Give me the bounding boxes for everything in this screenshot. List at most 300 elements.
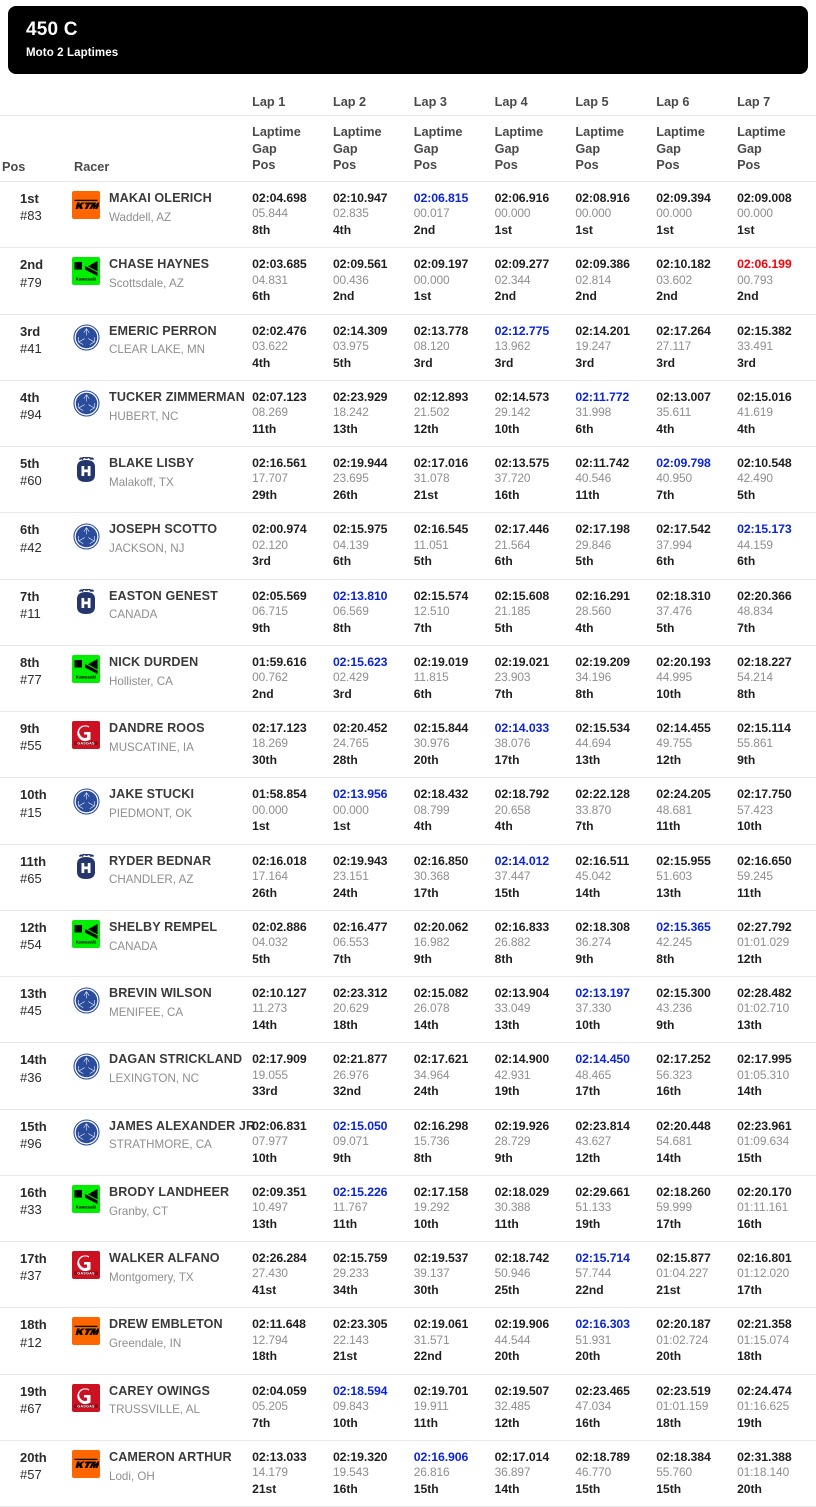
- lap-gap: 59.999: [656, 1200, 693, 1215]
- lap-cell-1: [250, 248, 331, 314]
- lap-cell-2: [331, 778, 412, 844]
- racer-cell[interactable]: [72, 645, 250, 711]
- lap-gap: 01:11.161: [737, 1200, 789, 1215]
- lap-gap: 16.982: [413, 935, 450, 950]
- rider-number: #42: [20, 539, 42, 555]
- lap-gap: 30.976: [413, 736, 450, 751]
- lap-time: 02:23.519: [656, 1383, 711, 1398]
- lap-gap: 00.000: [332, 802, 369, 817]
- racer-hometown: LEXINGTON, NC: [109, 1072, 200, 1086]
- lap-gap: 12.510: [413, 603, 450, 618]
- racer-name: EMERIC PERRON: [109, 323, 217, 338]
- racer-cell[interactable]: [72, 910, 250, 976]
- table-body: [0, 182, 816, 1507]
- lap-gap: 35.611: [656, 405, 692, 420]
- rider-number: #45: [20, 1003, 42, 1019]
- lap-gap: 55.861: [737, 736, 773, 751]
- lap-gap: 40.950: [656, 471, 693, 486]
- lap-gap: 01:18.140: [737, 1465, 790, 1480]
- lap-position: 24th: [332, 885, 358, 900]
- lap-position: 3rd: [413, 355, 433, 370]
- subheader-laptime: Laptime: [575, 124, 625, 139]
- lap-position: 21st: [413, 488, 438, 503]
- lap-position: 5th: [494, 620, 513, 635]
- lap-gap: 26.882: [494, 935, 531, 950]
- lap-cell-4: [493, 182, 574, 248]
- lap-gap: 01:04.227: [656, 1266, 709, 1281]
- table-row[interactable]: [0, 314, 816, 380]
- lap-position: 8th: [737, 686, 756, 701]
- position-cell: [0, 579, 72, 645]
- lap-gap: 34.964: [413, 1067, 450, 1082]
- lap-time: 02:14.309: [332, 323, 388, 338]
- lap-cell-5: [573, 1175, 654, 1241]
- racer-cell[interactable]: [72, 182, 250, 248]
- lap-cell-5: [573, 844, 654, 910]
- lap-position: 1st: [413, 289, 432, 304]
- lap-cell-2: [331, 380, 412, 446]
- lap-cell-7: [735, 248, 816, 314]
- lap-position: 34th: [332, 1283, 358, 1298]
- position-cell: [0, 977, 72, 1043]
- yamaha-logo-icon: [72, 986, 100, 1014]
- lap-time: 02:03.685: [252, 257, 307, 272]
- table-row[interactable]: [0, 380, 816, 446]
- lap-position: 19th: [494, 1084, 520, 1099]
- finish-position: 15th: [20, 1118, 47, 1134]
- racer-name: DAGAN STRICKLAND: [109, 1052, 243, 1067]
- subheader-pos: Pos: [575, 158, 599, 173]
- event-class-title: 450 C: [26, 19, 78, 40]
- lap-time: 02:19.021: [494, 654, 550, 669]
- lap-cell-7: [735, 1242, 816, 1308]
- lap-number-header-row: [0, 81, 816, 115]
- lap-gap: 09.843: [332, 1398, 369, 1413]
- lap-position: 10th: [332, 1415, 358, 1430]
- table-row[interactable]: [0, 1374, 816, 1440]
- racer-hometown: TRUSSVILLE, AL: [109, 1403, 200, 1417]
- lap-gap: 27.430: [252, 1266, 288, 1281]
- lap-cell-4: [493, 712, 574, 778]
- position-cell: [0, 712, 72, 778]
- lap-position: 8th: [656, 951, 675, 966]
- lap-position: 8th: [332, 620, 352, 635]
- racer-hometown: HUBERT, NC: [109, 409, 179, 423]
- table-row[interactable]: [0, 579, 816, 645]
- lap-position: 15th: [413, 1481, 439, 1496]
- racer-name: RYDER BEDNAR: [109, 853, 212, 868]
- yamaha-logo-icon: [72, 787, 100, 815]
- lap-time: 02:17.542: [656, 522, 711, 537]
- lap-gap: 31.998: [575, 405, 612, 420]
- table-row[interactable]: [0, 1242, 816, 1308]
- lap-cell-5: [573, 910, 654, 976]
- lap-gap: 23.151: [332, 868, 369, 883]
- position-cell: [0, 1242, 72, 1308]
- racer-cell[interactable]: [72, 1109, 256, 1175]
- lap-time: 02:20.062: [413, 919, 469, 934]
- racer-name: TUCKER ZIMMERMAN: [109, 389, 245, 404]
- lap-cell-1: [250, 1242, 331, 1308]
- racer-cell[interactable]: [72, 380, 250, 446]
- lap-cell-2: [331, 314, 412, 380]
- racer-hometown: Waddell, AZ: [109, 210, 172, 224]
- table-row[interactable]: [0, 645, 816, 711]
- racer-hometown: CLEAR LAKE, MN: [109, 343, 206, 357]
- racer-cell[interactable]: [72, 248, 250, 314]
- lap-position: 12th: [656, 753, 682, 768]
- lap-cell-2: [331, 579, 412, 645]
- lap-time: 02:13.956: [332, 787, 388, 802]
- subheader-gap: Gap: [575, 141, 601, 156]
- lap-time: 02:15.382: [737, 323, 792, 338]
- lap-gap: 50.946: [494, 1266, 531, 1281]
- lap-position: 22nd: [413, 1349, 442, 1364]
- lap-position: 4th: [656, 421, 675, 436]
- table-row[interactable]: [0, 1175, 816, 1241]
- lap-cell-1: [250, 182, 331, 248]
- lap-cell-1: [250, 712, 331, 778]
- lap-time: 02:07.123: [252, 389, 307, 404]
- lap-gap: 18.269: [252, 736, 288, 751]
- lap-cell-6: [654, 1374, 735, 1440]
- lap-position: 8th: [252, 223, 271, 238]
- lap-position: 9th: [332, 1150, 352, 1165]
- lap-cell-4: [493, 447, 574, 513]
- table-row[interactable]: [0, 1109, 816, 1175]
- lap-time: 02:10.182: [656, 257, 711, 272]
- racer-cell[interactable]: [72, 778, 250, 844]
- lap-position: 1st: [332, 819, 351, 834]
- lap-gap: 01:05.310: [737, 1067, 790, 1082]
- table-row[interactable]: [0, 447, 816, 513]
- lap-gap: 46.770: [575, 1465, 612, 1480]
- lap-position: 14th: [737, 1084, 762, 1099]
- lap-cell-3: [412, 712, 493, 778]
- lap-cell-1: [250, 447, 331, 513]
- racer-cell[interactable]: [72, 513, 250, 579]
- lap-position: 17th: [656, 1216, 682, 1231]
- racer-cell[interactable]: [72, 1308, 250, 1374]
- lap-position: 5th: [413, 554, 432, 569]
- lap-cell-5: [573, 513, 654, 579]
- lap-position: 12th: [737, 951, 762, 966]
- lap-time: 02:11.648: [252, 1317, 306, 1332]
- racer-name: JAMES ALEXANDER JR: [109, 1118, 256, 1133]
- lap-position: 2nd: [252, 686, 274, 701]
- lap-position: 16th: [656, 1084, 682, 1099]
- lap-time: 02:17.158: [413, 1184, 469, 1199]
- position-cell: [0, 910, 72, 976]
- lap-position: 7th: [494, 686, 513, 701]
- lap-time: 02:15.365: [656, 919, 711, 934]
- lap-gap: 01:09.634: [737, 1133, 790, 1148]
- lap-cell-7: [735, 712, 816, 778]
- table-row[interactable]: [0, 182, 816, 248]
- subheader-gap: Gap: [656, 141, 681, 156]
- lap-cell-3: [412, 513, 493, 579]
- lap-cell-2: [331, 447, 412, 513]
- lap-position: 18th: [737, 1349, 762, 1364]
- lap-position: 10th: [737, 819, 762, 834]
- lap-gap: 21.502: [413, 405, 450, 420]
- lap-gap: 26.816: [413, 1465, 450, 1480]
- lap-position: 3rd: [252, 554, 271, 569]
- racer-cell[interactable]: [72, 447, 250, 513]
- lap-gap: 37.476: [656, 603, 693, 618]
- lap-gap: 11.273: [252, 1001, 287, 1016]
- lap-cell-2: [331, 182, 412, 248]
- event-banner: [8, 6, 808, 74]
- lap-gap: 44.995: [656, 670, 693, 685]
- racer-cell[interactable]: [72, 1043, 250, 1109]
- racer-cell[interactable]: [72, 712, 250, 778]
- racer-column-header: Racer: [72, 115, 250, 181]
- lap-cell-1: [250, 977, 331, 1043]
- table-row[interactable]: [0, 712, 816, 778]
- lap-cell-1: [250, 1374, 331, 1440]
- racer-cell[interactable]: [72, 1175, 250, 1241]
- lap-time: 02:17.446: [494, 522, 550, 537]
- lap-cell-5: [573, 1043, 654, 1109]
- subheader-pos: Pos: [494, 158, 518, 173]
- lap-position: 4th: [575, 620, 594, 635]
- lap-position: 2nd: [332, 289, 355, 304]
- lap-time: 02:14.033: [494, 721, 550, 736]
- lap-cell-6: [654, 314, 735, 380]
- subheader-gap: Gap: [332, 141, 358, 156]
- lap-time: 02:15.608: [494, 588, 550, 603]
- table-row[interactable]: [0, 1308, 816, 1374]
- lap-position: 11th: [656, 819, 681, 834]
- lap-header-4: Lap 4: [494, 94, 528, 109]
- lap-cell-4: [493, 1242, 574, 1308]
- lap-gap: 38.076: [494, 736, 531, 751]
- table-row[interactable]: [0, 778, 816, 844]
- lap-time: 02:14.450: [575, 1052, 630, 1067]
- position-cell: [0, 844, 72, 910]
- lap-time: 02:28.482: [737, 986, 792, 1001]
- lap-cell-2: [331, 1175, 412, 1241]
- lap-position: 8th: [575, 686, 594, 701]
- lap-time: 02:16.650: [737, 853, 792, 868]
- lap-time: 02:18.260: [656, 1184, 711, 1199]
- lap-cell-5: [573, 645, 654, 711]
- lap-cell-6: [654, 910, 735, 976]
- lap-position: 11th: [252, 421, 277, 436]
- position-cell: [0, 1175, 72, 1241]
- lap-gap: 00.000: [252, 802, 288, 817]
- lap-cell-1: [250, 1043, 331, 1109]
- lap-position: 41st: [252, 1283, 277, 1298]
- lap-cell-5: [573, 248, 654, 314]
- lap-position: 21st: [332, 1349, 358, 1364]
- table-row[interactable]: [0, 977, 816, 1043]
- lap-position: 25th: [494, 1283, 520, 1298]
- lap-time: 02:15.623: [332, 654, 388, 669]
- position-cell: [0, 1043, 72, 1109]
- lap-time: 02:10.127: [252, 986, 307, 1001]
- lap-position: 7th: [252, 1415, 271, 1430]
- lap-position: 11th: [332, 1216, 358, 1231]
- lap-gap: 11.051: [413, 537, 449, 552]
- table-row[interactable]: [0, 1440, 816, 1506]
- lap-gap: 29.233: [332, 1266, 369, 1281]
- lap-gap: 00.000: [575, 206, 612, 221]
- lap-gap: 43.236: [656, 1001, 693, 1016]
- position-cell: [0, 1308, 72, 1374]
- position-cell: [0, 248, 72, 314]
- racer-hometown: CANADA: [109, 608, 158, 622]
- kawasaki-logo-icon: [72, 655, 100, 683]
- lap-position: 14th: [413, 1018, 439, 1033]
- lap-gap: 02.344: [494, 272, 531, 287]
- yamaha-logo-icon: [72, 390, 100, 418]
- lap-time: 02:15.955: [656, 853, 711, 868]
- rider-number: #33: [20, 1202, 42, 1218]
- lap-position: 7th: [332, 951, 352, 966]
- lap-cell-1: [250, 645, 331, 711]
- lap-time: 02:17.252: [656, 1052, 711, 1067]
- rider-number: #67: [20, 1400, 42, 1416]
- lap-time: 02:19.926: [494, 1118, 550, 1133]
- lap-time: 02:13.778: [413, 323, 469, 338]
- lap-subheader-5: [573, 115, 654, 181]
- racer-cell[interactable]: [72, 579, 250, 645]
- lap-time: 02:23.465: [575, 1383, 630, 1398]
- kawasaki-logo-icon: [72, 920, 100, 948]
- racer-hometown: PIEDMONT, OK: [109, 807, 193, 821]
- lap-cell-6: [654, 778, 735, 844]
- table-row[interactable]: [0, 844, 816, 910]
- lap-position: 14th: [656, 1150, 682, 1165]
- finish-position: 19th: [20, 1383, 47, 1399]
- lap-cell-7: [735, 778, 816, 844]
- racer-name: DREW EMBLETON: [109, 1317, 223, 1332]
- lap-time: 02:24.474: [737, 1383, 792, 1398]
- lap-position: 3rd: [575, 355, 595, 370]
- racer-cell[interactable]: [72, 1440, 250, 1506]
- table-row[interactable]: [0, 910, 816, 976]
- rider-number: #15: [20, 804, 42, 820]
- lap-position: 20th: [413, 753, 439, 768]
- racer-hometown: STRATHMORE, CA: [109, 1138, 212, 1152]
- lap-position: 10th: [575, 1018, 601, 1033]
- lap-position: 2nd: [413, 223, 436, 238]
- lap-time: 02:16.850: [413, 853, 469, 868]
- lap-time: 02:16.018: [252, 853, 307, 868]
- lap-gap: 01:01.159: [656, 1398, 709, 1413]
- subheader-gap: Gap: [494, 141, 520, 156]
- gasgas-logo-icon: [72, 721, 100, 749]
- table-row[interactable]: [0, 1043, 816, 1109]
- rider-number: #36: [20, 1069, 42, 1085]
- rider-number: #55: [20, 738, 42, 754]
- lap-position: 28th: [332, 753, 358, 768]
- lap-gap: 01:12.020: [737, 1266, 790, 1281]
- racer-name: EASTON GENEST: [109, 588, 218, 603]
- lap-gap: 09.071: [332, 1133, 369, 1148]
- lap-gap: 42.931: [494, 1067, 531, 1082]
- racer-cell[interactable]: [72, 977, 250, 1043]
- racer-cell[interactable]: [72, 314, 250, 380]
- lap-position: 13th: [494, 1018, 520, 1033]
- racer-cell[interactable]: [72, 1242, 250, 1308]
- table-row[interactable]: [0, 248, 816, 314]
- lap-gap: 44.159: [737, 537, 773, 552]
- lap-time: 02:19.320: [332, 1449, 388, 1464]
- lap-gap: 36.897: [494, 1465, 531, 1480]
- lap-subheader-7: [735, 115, 816, 181]
- lap-cell-5: [573, 182, 654, 248]
- lap-time: 02:10.548: [737, 456, 792, 471]
- rider-number: #79: [20, 274, 42, 290]
- subheader-laptime: Laptime: [737, 124, 786, 139]
- lap-gap: 49.755: [656, 736, 693, 751]
- finish-position: 9th: [20, 721, 40, 737]
- lap-cell-7: [735, 314, 816, 380]
- racer-name: CHASE HAYNES: [109, 257, 210, 272]
- lap-position: 8th: [413, 1150, 432, 1165]
- subheader-pos: Pos: [656, 158, 680, 173]
- lap-cell-1: [250, 910, 331, 976]
- lap-cell-7: [735, 844, 816, 910]
- lap-position: 15th: [575, 1481, 601, 1496]
- lap-position: 7th: [413, 620, 432, 635]
- lap-gap: 28.560: [575, 603, 612, 618]
- yamaha-logo-icon: [72, 324, 100, 352]
- lap-time: 02:15.574: [413, 588, 469, 603]
- yamaha-logo-icon: [72, 1119, 100, 1147]
- lap-time: 02:15.759: [332, 1251, 388, 1266]
- lap-gap: 33.491: [737, 338, 773, 353]
- lap-position: 13th: [656, 885, 682, 900]
- lap-position: 12th: [575, 1150, 601, 1165]
- racer-hometown: Malakoff, TX: [109, 475, 174, 489]
- husqvarna-logo-icon: [72, 854, 100, 882]
- lap-gap: 00.000: [494, 206, 531, 221]
- lap-time: 02:09.386: [575, 257, 630, 272]
- lap-time: 02:16.477: [332, 919, 388, 934]
- finish-position: 3rd: [20, 323, 41, 339]
- rider-number: #96: [20, 1135, 42, 1151]
- lap-gap: 23.695: [332, 471, 369, 486]
- lap-cell-3: [412, 182, 493, 248]
- lap-time: 02:04.059: [252, 1383, 307, 1398]
- yamaha-logo-icon: [72, 1052, 100, 1080]
- position-cell: [0, 182, 72, 248]
- position-cell: [0, 778, 72, 844]
- lap-gap: 33.049: [494, 1001, 531, 1016]
- lap-position: 22nd: [575, 1283, 604, 1298]
- racer-cell[interactable]: [72, 844, 250, 910]
- lap-time: 02:18.384: [656, 1449, 711, 1464]
- table-row[interactable]: [0, 513, 816, 579]
- finish-position: 17th: [20, 1251, 47, 1267]
- lap-gap: 20.629: [332, 1001, 369, 1016]
- lap-time: 02:23.929: [332, 389, 388, 404]
- lap-cell-7: [735, 1043, 816, 1109]
- blank-pos-header: [0, 81, 72, 115]
- lap-cell-1: [250, 778, 331, 844]
- lap-cell-4: [493, 1109, 574, 1175]
- lap-cell-3: [412, 380, 493, 446]
- lap-gap: 02.814: [575, 272, 612, 287]
- lap-subheader-4: [493, 115, 574, 181]
- lap-time: 02:18.792: [494, 787, 550, 802]
- racer-cell[interactable]: [72, 1374, 250, 1440]
- lap-gap: 01:02.710: [737, 1001, 790, 1016]
